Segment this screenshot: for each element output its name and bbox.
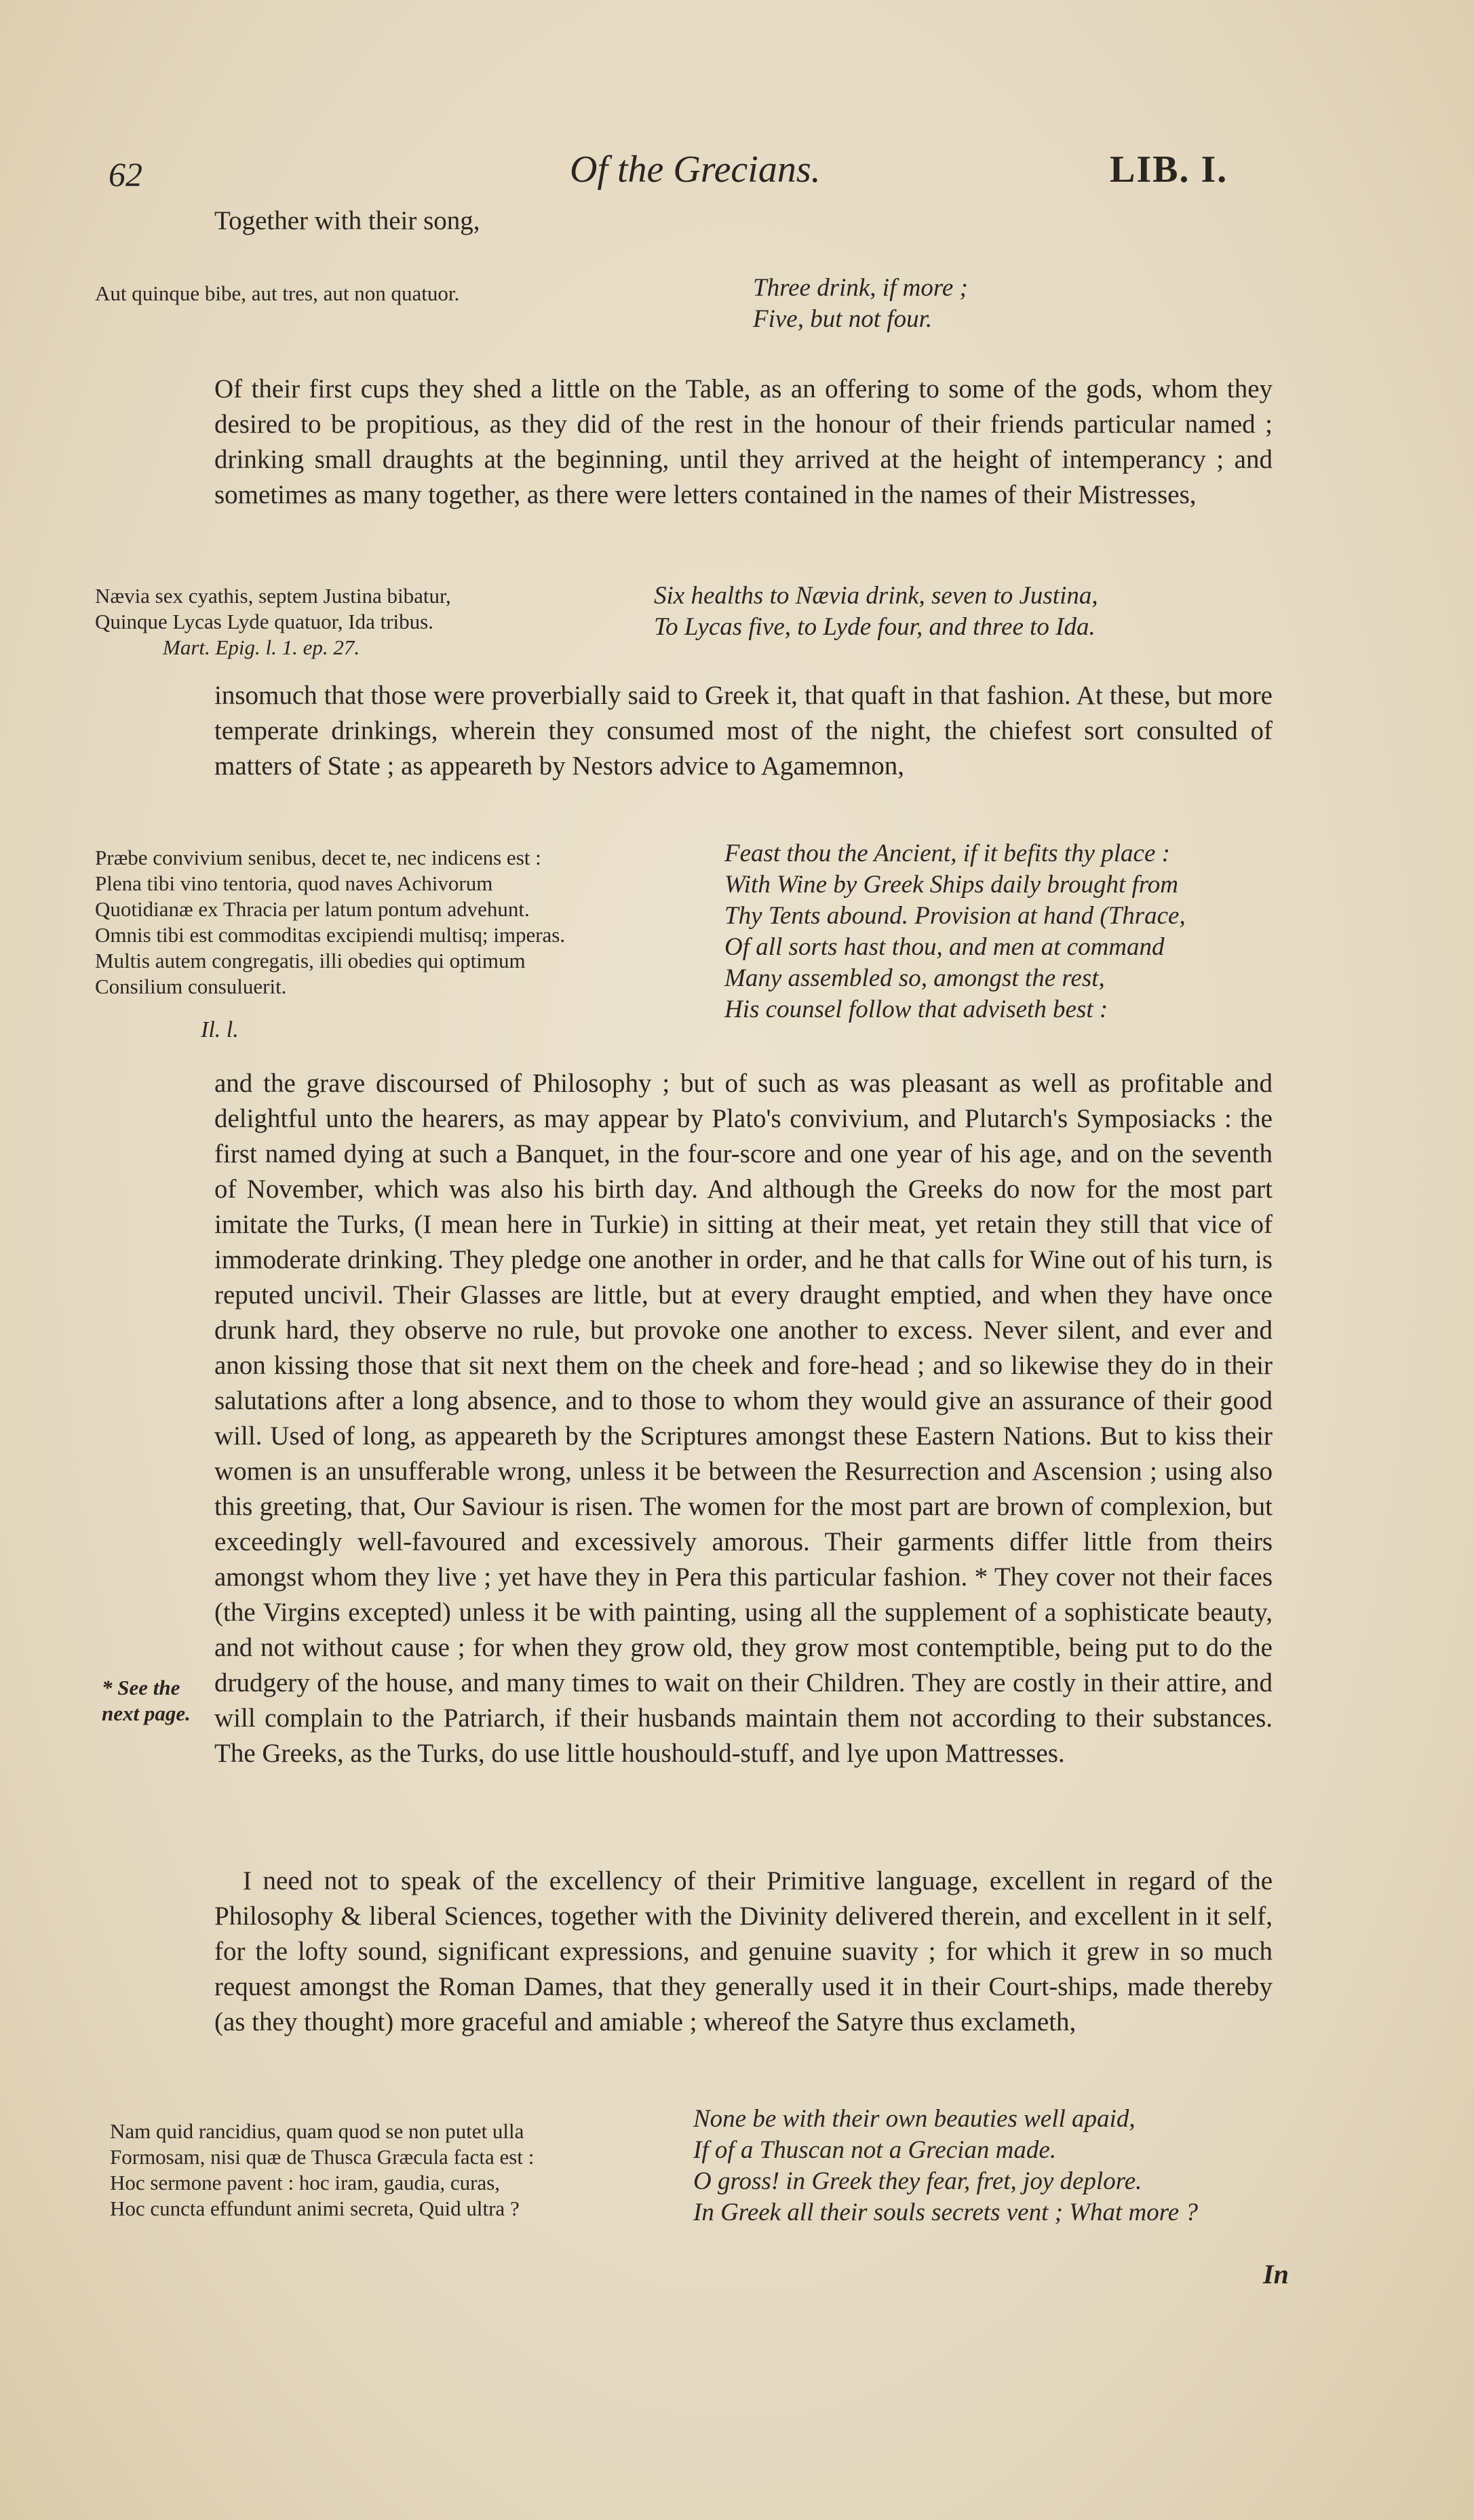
verse-line: Multis autem congregatis, illi obedies qui optimum xyxy=(95,949,526,972)
verse-line: Hoc sermone pavent : hoc iram, gaudia, curas, xyxy=(110,2171,501,2194)
verse-line: Three drink, if more ; xyxy=(753,274,968,302)
intro-line: Together with their song, xyxy=(214,206,480,235)
verse-line: Hoc cuncta effundunt animi secreta, Quid ultra ? xyxy=(110,2197,520,2220)
verse3-latin xyxy=(95,845,565,1000)
verse-line: Nævia sex cyathis, septem Justina bibatur, xyxy=(95,584,451,608)
verse-line: Formosam, nisi quæ de Thusca Græcula facta est : xyxy=(110,2145,535,2169)
verse-line: Six healths to Nævia drink, seven to Justina, xyxy=(654,582,1098,610)
verse-line: Five, but not four. xyxy=(753,305,933,333)
verse1-latin xyxy=(95,281,459,307)
verse-line: None be with their own beauties well apaid, xyxy=(693,2105,1136,2133)
citation: Mart. Epig. l. 1. ep. 27. xyxy=(163,635,360,659)
verse2-english xyxy=(654,580,1098,643)
verse1-english xyxy=(753,273,968,335)
paragraph-1: Of their first cups they shed a little on the Table, as an offering to some of the gods, whom they desired to be propitious, as they did of the rest in the honour of their friends particular named ; drinking small draughts at the beginning, until they arrived at the height of intemperancy ; and sometimes as many together, as there were letters contained in the names of their Mistresses, xyxy=(214,374,1273,509)
verse-line: O gross! in Greek they fear, fret, joy deplore. xyxy=(693,2167,1142,2195)
book-label: LIB. I. xyxy=(1110,149,1228,191)
paragraph-2: insomuch that those were proverbially said to Greek it, that quaft in that fashion. At these, but more temperate drinkings, wherein they consumed most of the night, the chiefest sort consulted of matters of State ; as appeareth by Nestors advice to Agamemnon, xyxy=(214,681,1273,781)
verse-line: Quotidianæ ex Thracia per latum pontum advehunt. xyxy=(95,897,530,921)
margin-note: * See the next page. xyxy=(102,1676,191,1725)
citation: Il. l. xyxy=(201,1017,239,1042)
verse-line: Plena tibi vino tentoria, quod naves Achivorum xyxy=(95,871,493,895)
verse4-latin xyxy=(110,2119,534,2222)
verse-line: Quinque Lycas Lyde quatuor, Ida tribus. xyxy=(95,610,433,633)
verse-line: Of all sorts hast thou, and men at command xyxy=(724,933,1165,961)
verse-line: Omnis tibi est commoditas excipiendi multisq; imperas. xyxy=(95,923,566,947)
paragraph-3: and the grave discoursed of Philosophy ; but of such as was pleasant as well as profitable and delightful unto the hearers, as may appear by Plato's convivium, and Plutarch's Symposiacks : the first named dying at such a Banquet, in the four-score and one year of his age, and on the seventh of November, which was also his birth day. And although the Greeks do now for the most part imitate the Turks, (I mean here in Turkie) in sitting at their meat, yet retain they still that vice of immoderate drinking. They pledge one another in order, and he that calls for Wine out of his turn, is reputed uncivil. Their Glasses are little, but at every draught emptied, and when they have once drunk hard, they observe no rule, but provoke one another to excess. Never silent, and ever and anon kissing those that sit next them on the cheek and fore-head ; and so likewise they do in their salutations after a long absence, and to those to whom they would give an assurance of their good will. Used of long, as appeareth by the Scriptures amongst these Eastern Nations. But to kiss their women is an unsufferable wrong, unless it be between the Resurrection and Ascension ; using also this greeting, that, Our Saviour is risen. The women for the most part are brown of complexion, but exceedingly well-favoured and excessively amorous. Their garments differ little from theirs amongst whom they live ; yet have they in Pera this particular fashion. * They cover not their faces (the Virgins excepted) unless it be with painting, using all the supplement of a sophisticate beauty, and not without cause ; for when they grow old, they grow most contemptible, being put to do the drudgery of the house, and many times to wait on their Children. They are costly in their attire, and will complain to the Patriarch, if their husbands maintain them not according to their substances. The Greeks, as the Turks, do use little houshould-stuff, and lye upon Mattresses. xyxy=(214,1069,1273,1768)
verse-line: Consilium consuluerit. xyxy=(95,974,287,998)
catchword: In xyxy=(1263,2259,1289,2289)
verse-line: His counsel follow that adviseth best : xyxy=(724,996,1108,1023)
page-number: 62 xyxy=(109,155,142,193)
paragraph-4: I need not to speak of the excellency of their Primitive language, excellent in regard of the Philosophy & liberal Sciences, together with the Divinity delivered therein, and excellent in it self, for the lofty sound, significant expressions, and genuine suavity ; for which it grew in so much request amongst the Roman Dames, that they generally used it in their Court-ships, made thereby (as they thought) more graceful and amiable ; whereof the Satyre thus exclameth, xyxy=(214,1866,1273,2036)
verse-line: In Greek all their souls secrets vent ; What more ? xyxy=(693,2199,1198,2226)
verse-line: Thy Tents abound. Provision at hand (Thrace, xyxy=(724,902,1186,930)
verse3-english xyxy=(724,838,1186,1025)
verse-line: Aut quinque bibe, aut tres, aut non quatuor. xyxy=(95,281,460,305)
verse-line: Many assembled so, amongst the rest, xyxy=(724,964,1105,992)
verse2-latin xyxy=(95,583,451,661)
verse-line: Præbe convivium senibus, decet te, nec indicens est : xyxy=(95,846,541,869)
running-title: Of the Grecians. xyxy=(570,149,821,191)
verse-line: Feast thou the Ancient, if it befits thy place : xyxy=(724,840,1170,867)
verse-line: Nam quid rancidius, quam quod se non putet ulla xyxy=(110,2119,524,2143)
verse-line: To Lycas five, to Lyde four, and three to Ida. xyxy=(654,613,1095,641)
verse-line: If of a Thuscan not a Grecian made. xyxy=(693,2136,1057,2164)
verse-line: With Wine by Greek Ships daily brought from xyxy=(724,871,1178,899)
verse4-english xyxy=(693,2104,1198,2228)
